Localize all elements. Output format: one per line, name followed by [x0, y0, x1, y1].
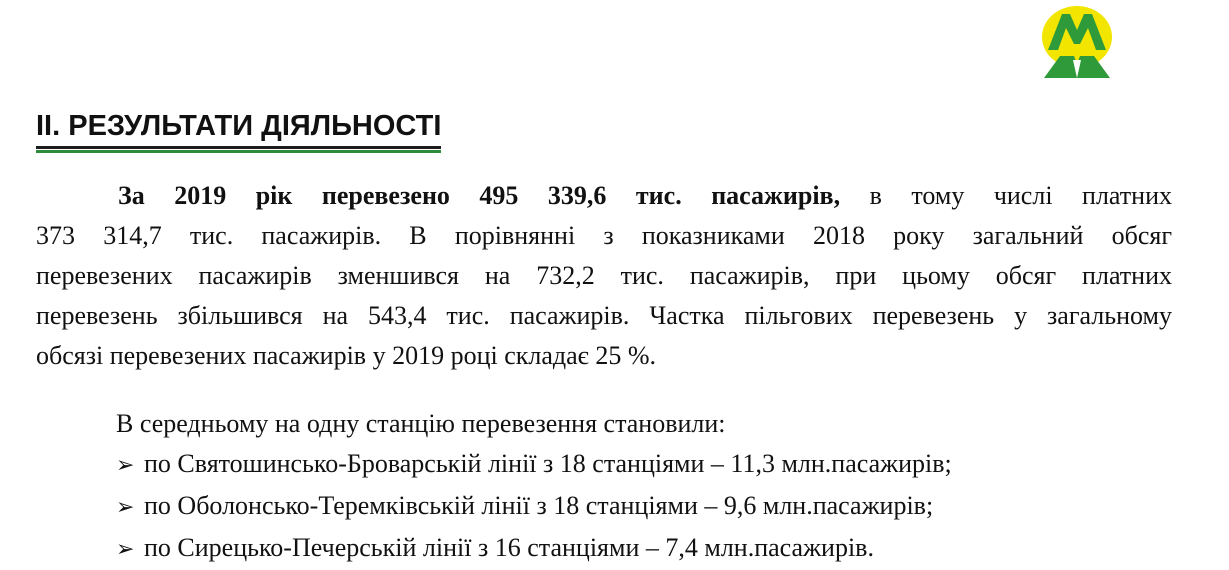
- metro-logo-icon: [1040, 4, 1114, 80]
- list-item: [116, 444, 952, 486]
- bold-lead: За 2019 рік перевезено 495 339,6 тис. пасажирів,: [118, 181, 841, 210]
- list-item-text: по Оболонсько-Теремківській лінії з 18 станціями – 9,6 млн.пасажирів;: [144, 491, 934, 520]
- list-item: [116, 528, 952, 570]
- paragraph-line: обсязі перевезених пасажирів у 2019 році складає 25 %.: [36, 341, 656, 370]
- list-item-text: по Святошинсько-Броварській лінії з 18 станціями – 11,3 млн.пасажирів;: [144, 449, 952, 478]
- arrow-bullet-icon: ➢: [116, 453, 135, 478]
- list-item: [116, 486, 952, 528]
- arrow-bullet-icon: ➢: [116, 495, 135, 520]
- list-item-text: по Сирецько-Печерській лінії з 16 станціями – 7,4 млн.пасажирів.: [144, 533, 874, 562]
- arrow-bullet-icon: ➢: [116, 537, 135, 562]
- section-heading: [36, 108, 441, 153]
- results-paragraph: [36, 176, 1172, 376]
- paragraph-line: перевезених пасажирів зменшився на 732,2 тис. пасажирів, при цьому обсяг платних: [36, 261, 1172, 290]
- paragraph-line: 373 314,7 тис. пасажирів. В порівнянні з показниками 2018 року загальний обсяг: [36, 221, 1172, 250]
- paragraph-line: перевезень збільшився на 543,4 тис. пасажирів. Частка пільгових перевезень у загальному: [36, 301, 1172, 330]
- paragraph-text: в тому числі платних: [840, 181, 1172, 210]
- section-title: ІІ. РЕЗУЛЬТАТИ ДІЯЛЬНОСТІ: [36, 108, 441, 149]
- paragraph-line: [36, 176, 1172, 216]
- heading-underline: [36, 150, 441, 153]
- averages-intro: В середньому на одну станцію перевезення становили:: [116, 409, 726, 438]
- averages-section: [116, 404, 952, 570]
